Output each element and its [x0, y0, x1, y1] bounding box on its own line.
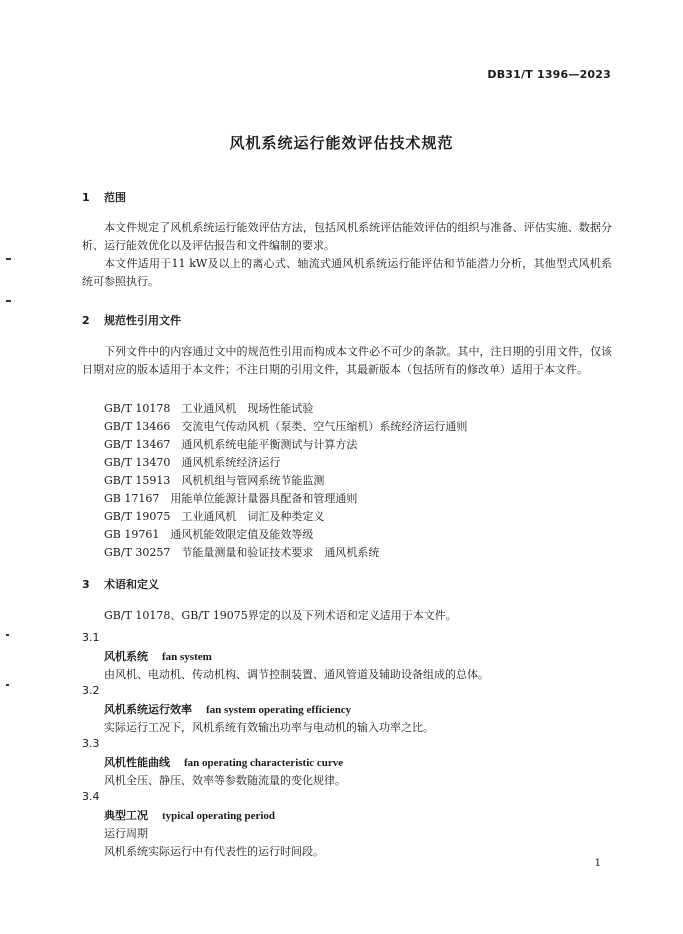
term-zh: 风机性能曲线	[104, 756, 170, 769]
term-number: 3.3	[82, 737, 100, 750]
term-heading	[104, 701, 351, 717]
term-definition: 实际运行工况下，风机系统有效输出功率与电动机的输入功率之比。	[104, 721, 434, 734]
term-heading	[104, 807, 275, 823]
scan-mark	[6, 258, 11, 260]
reference-item: GB/T 15913 风机机组与管网系统节能监测	[104, 474, 325, 487]
scan-mark	[6, 300, 11, 302]
term-zh: 风机系统	[104, 650, 148, 663]
term-en: fan operating characteristic curve	[184, 757, 344, 769]
reference-item: GB/T 10178 工业通风机 现场性能试验	[104, 402, 314, 415]
term-heading	[104, 754, 343, 770]
reference-item: GB/T 13466 交流电气传动风机（泵类、空气压缩机）系统经济运行通则	[104, 420, 468, 433]
section-number: 1	[82, 191, 90, 204]
term-en: fan system operating efficiency	[206, 704, 352, 716]
page-number: 1	[594, 858, 601, 869]
term-number: 3.4	[82, 790, 100, 803]
term-heading	[104, 648, 212, 664]
reference-item: GB/T 19075 工业通风机 词汇及种类定义	[104, 510, 325, 523]
reference-item: GB 19761 通风机能效限定值及能效等级	[104, 528, 314, 541]
paragraph: GB/T 10178、GB/T 19075界定的以及下列术语和定义适用于本文件。	[104, 609, 457, 622]
paragraph: 下列文件中的内容通过文中的规范性引用而构成本文件必不可少的条款。其中，注日期的引用文件，仅该日期对应的版本适用于本文件；不注日期的引用文件，其最新版本（包括所有的修改单）适用于本文件。	[82, 345, 612, 376]
section-title: 术语和定义	[104, 578, 159, 591]
reference-item: GB/T 30257 节能量测量和验证技术要求 通风机系统	[104, 546, 380, 559]
section-heading	[82, 312, 181, 328]
reference-item: GB/T 13470 通风机系统经济运行	[104, 456, 281, 469]
section-heading	[82, 189, 126, 205]
term-en: typical operating period	[162, 810, 276, 822]
reference-item: GB 17167 用能单位能源计量器具配备和管理通则	[104, 492, 358, 505]
term-zh: 典型工况	[104, 809, 148, 822]
section-number: 3	[82, 578, 90, 591]
section-heading	[82, 576, 159, 592]
scan-mark	[6, 684, 9, 686]
scan-mark	[6, 634, 9, 636]
term-number: 3.1	[82, 631, 100, 644]
term-definition: 风机全压、静压、效率等参数随流量的变化规律。	[104, 774, 346, 787]
term-definition: 由风机、电动机、传动机构、调节控制装置、通风管道及辅助设备组成的总体。	[104, 668, 489, 681]
term-number: 3.2	[82, 684, 100, 697]
term-en: fan system	[162, 651, 212, 663]
section-title: 范围	[104, 191, 126, 204]
document-title: 风机系统运行能效评估技术规范	[229, 134, 454, 152]
section-title: 规范性引用文件	[104, 314, 181, 327]
term-definition: 风机系统实际运行中有代表性的运行时间段。	[104, 845, 324, 858]
reference-item: GB/T 13467 通风机系统电能平衡测试与计算方法	[104, 438, 358, 451]
section-number: 2	[82, 314, 90, 327]
term-zh: 风机系统运行效率	[104, 703, 192, 716]
paragraph: 本文件适用于11 kW及以上的离心式、轴流式通风机系统运行能评估和节能潜力分析，其他型式风机系统可参照执行。	[82, 257, 612, 288]
paragraph: 本文件规定了风机系统运行能效评估方法，包括风机系统评估能效评估的组织与准备、评估实施、数据分析、运行能效优化以及评估报告和文件编制的要求。	[82, 221, 612, 252]
term-alt-name: 运行周期	[104, 827, 148, 840]
standard-number: DB31/T 1396—2023	[487, 68, 611, 81]
